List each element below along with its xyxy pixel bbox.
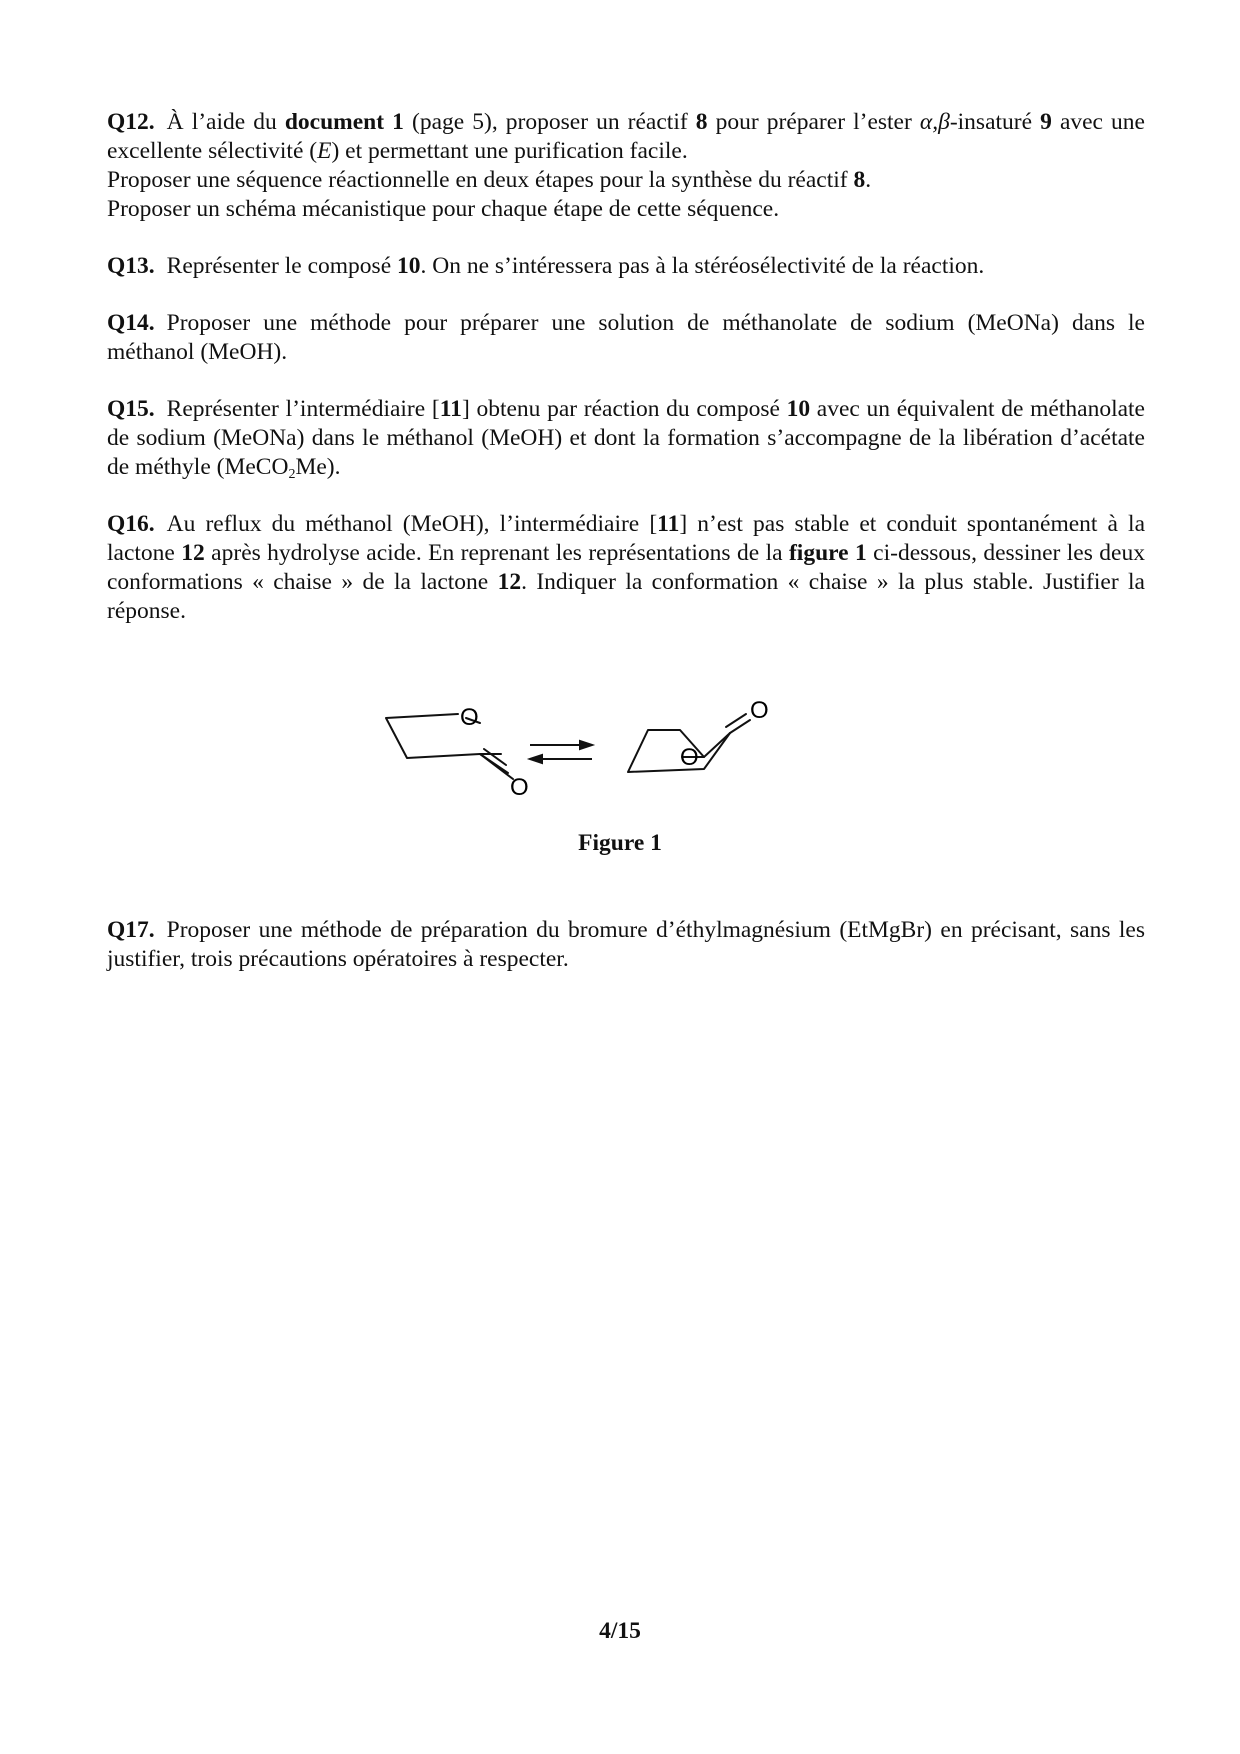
q15-text: Me). — [295, 454, 341, 480]
page-number: 4/15 — [599, 1618, 641, 1644]
q14-text: Proposer une méthode pour préparer une solution de méthanolate de sodium (MeONa) dans le méthanol (MeOH). — [107, 310, 1145, 365]
figure-caption: Figure 1 — [578, 830, 662, 856]
question-label: Q16. — [107, 511, 155, 537]
q12-reagent-number: 8 — [853, 167, 866, 193]
left-carbonyl-bond-2 — [484, 749, 506, 765]
q16-text: Au reflux du méthanol (MeOH), l’intermédiaire [ — [166, 511, 658, 537]
q15-text: ] obtenu par réaction du composé — [461, 396, 787, 422]
q15-text: avec un équivalent de méthanolate de sodium (MeONa) dans le méthanol (MeOH) et dont la formation s’accompagne de la libération d’acétate de méthyle (MeCO — [107, 396, 1145, 480]
q12-reagent-number: 8 — [695, 109, 708, 135]
right-ring-oxygen: O — [680, 744, 699, 771]
left-carbonyl-oxygen: O — [510, 774, 529, 800]
figure-1-chair-conformations — [380, 690, 860, 800]
question-q12 — [107, 108, 1145, 224]
q12-greek-letters: α,β — [919, 109, 950, 135]
question-label: Q15. — [107, 396, 155, 422]
left-ring-oxygen: O — [460, 704, 479, 731]
q16-intermediate-number: 11 — [657, 511, 680, 537]
q16-text: ci-dessous, dessiner les deux conformations « chaise » de la lactone — [107, 540, 1145, 595]
question-q15 — [107, 395, 1145, 482]
q12-stereo-descriptor: E — [317, 138, 332, 164]
q16-lactone-number: 12 — [181, 540, 205, 566]
q13-text: . On ne s’intéressera pas à la stéréosélectivité de la réaction. — [420, 253, 985, 279]
forward-arrowhead — [580, 741, 592, 749]
q12-text: Proposer une séquence réactionnelle en deux étapes pour la synthèse du réactif — [107, 167, 854, 193]
q12-text: À l’aide du — [166, 109, 285, 135]
q12-text: ) et permettant une purification facile. — [331, 138, 688, 164]
question-q16 — [107, 510, 1145, 626]
q12-document-ref: document 1 — [284, 109, 404, 135]
q16-text: ] n’est pas stable et conduit spontanément à la lactone — [107, 511, 1145, 566]
q13-compound-number: 10 — [397, 253, 421, 279]
right-ring-bonds — [628, 730, 730, 772]
right-carbonyl-oxygen: O — [750, 697, 769, 724]
question-label: Q17. — [107, 917, 155, 943]
q16-text: après hydrolyse acide. En reprenant les représentations de la — [204, 540, 789, 566]
q15-compound-number: 10 — [786, 396, 811, 422]
question-label: Q13. — [107, 253, 155, 279]
q16-figure-ref: figure 1 — [788, 540, 867, 566]
question-q17 — [107, 916, 1145, 974]
equilibrium-arrows — [530, 741, 592, 763]
question-q14 — [107, 309, 1145, 367]
q15-subscript: 2 — [288, 467, 296, 482]
reverse-arrowhead — [530, 755, 542, 763]
question-label: Q14. — [107, 310, 155, 336]
question-q13 — [107, 252, 1145, 281]
q16-lactone-number: 12 — [497, 569, 522, 595]
q17-text: Proposer une méthode de préparation du bromure d’éthylmagnésium (EtMgBr) en précisant, sans les justifier, trois précautions opératoires à respecter. — [107, 917, 1145, 972]
q12-text: (page 5), proposer un réactif — [403, 109, 696, 135]
q12-line-3: Proposer un schéma mécanistique pour chaque étape de cette séquence. — [107, 196, 780, 222]
q12-text: avec une excellente sélectivité ( — [107, 109, 1145, 164]
q12-ester-number: 9 — [1040, 109, 1052, 135]
q16-text: . Indiquer la conformation « chaise » la plus stable. Justifier la réponse. — [107, 569, 1145, 624]
q13-text: Représenter le composé — [166, 253, 397, 279]
chair-conformation-left — [386, 714, 513, 779]
q12-line-2 — [107, 166, 1145, 195]
q15-intermediate-number: 11 — [439, 396, 462, 422]
q12-text: -insaturé — [949, 109, 1041, 135]
right-c-o-bond — [704, 733, 730, 757]
q12-text: pour préparer l’ester — [707, 109, 920, 135]
q15-text: Représenter l’intermédiaire [ — [166, 396, 440, 422]
page-body — [107, 108, 1145, 626]
question-label: Q12. — [107, 109, 155, 135]
q12-text: . — [865, 167, 872, 193]
left-ring-bonds — [386, 714, 501, 758]
